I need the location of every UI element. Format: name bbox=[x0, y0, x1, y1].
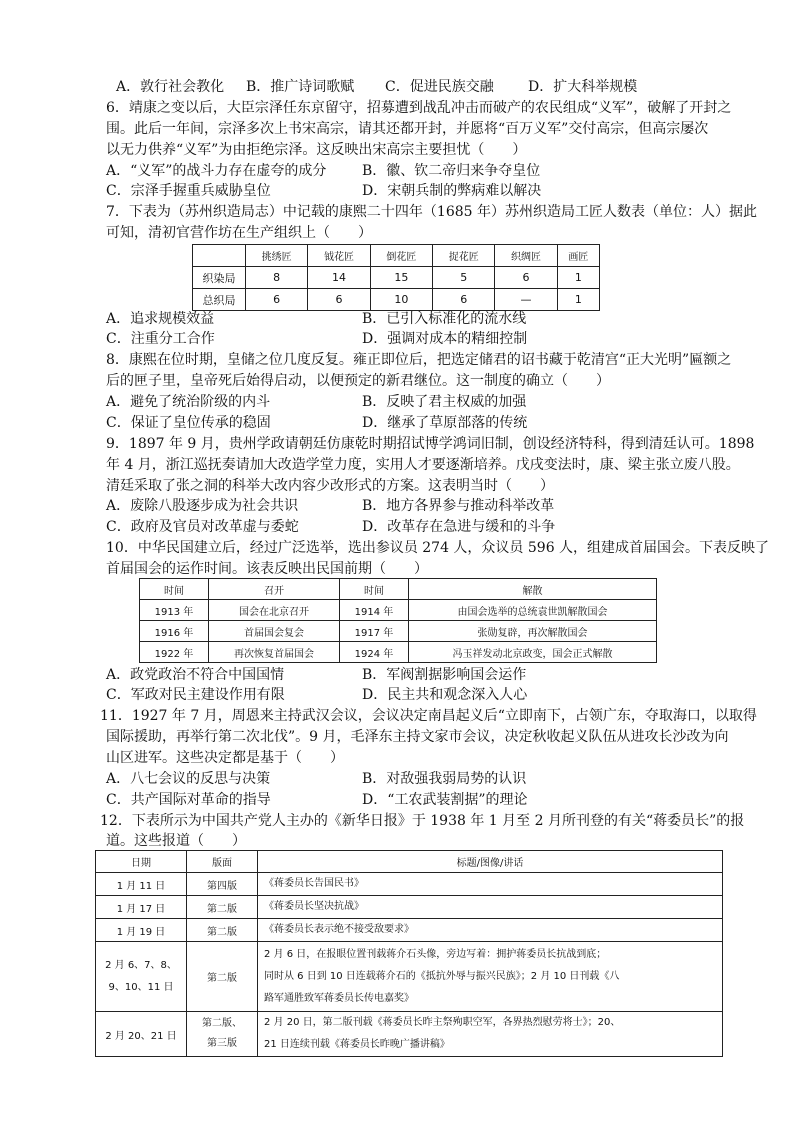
table-cell: 1 bbox=[557, 267, 599, 289]
q7-table bbox=[192, 244, 600, 311]
table-cell: 1917 年 bbox=[340, 621, 409, 642]
table-cell: 1 月 19 日 bbox=[96, 919, 187, 942]
q10-stem-line: 10．中华民国建立后，经过广泛选举，选出参议员 274 人，众议员 596 人，组建成首届国会。下表反映了 bbox=[106, 540, 770, 556]
cell-line: 2 月 6 日，在报眼位置刊载蒋介石头像，旁边写着：拥护蒋委员长抗战到底； bbox=[264, 948, 607, 960]
table-cell: 首届国会复会 bbox=[209, 621, 340, 642]
q8-stem-line: 后的匣子里，皇帝死后始得启动，以便预定的新君继位。这一制度的确立（ ） bbox=[106, 373, 610, 389]
q5-option-d: D．扩大科举规模 bbox=[528, 79, 638, 95]
table-cell: 5 bbox=[433, 267, 495, 289]
table-cell: 由国会选举的总统袁世凯解散国会 bbox=[409, 600, 657, 621]
q9-option-a: A．废除八股逐步成为社会共识 bbox=[106, 498, 299, 514]
q9-stem-line: 清廷采取了张之洞的科举大改内容少改形式的方案。这表明当时（ ） bbox=[106, 478, 554, 494]
q6-stem-line: 围。此后一年间，宗泽多次上书宋高宗，请其还都开封，并愿将“百万义军”交付高宗，但高宗屡次 bbox=[106, 121, 709, 137]
q6-option-d: D．宋朝兵制的弊病难以解决 bbox=[362, 183, 542, 199]
table-cell: 1922 年 bbox=[140, 642, 209, 663]
table-cell: 1914 年 bbox=[340, 600, 409, 621]
table-cell: 1 月 17 日 bbox=[96, 896, 187, 919]
q11-stem-line: 11．1927 年 7 月，周恩来主持武汉会议，会议决定南昌起义后“立即南下，占领广东，夺取海口，以取得 bbox=[100, 708, 757, 724]
q6-option-c: C．宗泽手握重兵威胁皇位 bbox=[106, 183, 271, 199]
table-row bbox=[96, 942, 723, 1012]
q9-stem-line: 9．1897 年 9 月，贵州学政请朝廷仿康乾时期招试博学鸿词旧制，创设经济特科，得到清廷认可。1898 bbox=[106, 436, 755, 452]
table-cell: 《蒋委员长坚决抗战》 bbox=[258, 896, 723, 919]
table-header-cell: 时间 bbox=[140, 579, 209, 600]
q10-table bbox=[139, 578, 657, 663]
q12-stem-line: 道。这些报道（ ） bbox=[106, 833, 246, 849]
table-header-cell: 画匠 bbox=[557, 245, 599, 267]
table-row bbox=[140, 600, 657, 621]
table-cell: 第二版 bbox=[187, 896, 258, 919]
table-row bbox=[140, 621, 657, 642]
table-row bbox=[96, 1012, 723, 1057]
q6-stem-line: 6．靖康之变以后，大臣宗泽任东京留守，招募遭到战乱冲击而破产的农民组成“义军”，破解了开封之 bbox=[106, 100, 732, 116]
table-cell: 6 bbox=[433, 289, 495, 311]
table-header-cell: 挑绣匠 bbox=[246, 245, 308, 267]
q12-table bbox=[95, 850, 723, 1057]
q8-option-a: A．避免了统治阶级的内斗 bbox=[106, 394, 271, 410]
table-cell: 国会在北京召开 bbox=[209, 600, 340, 621]
table-cell: 15 bbox=[370, 267, 432, 289]
q10-stem-line: 首届国会的运作时间。该表反映出民国前期（ ） bbox=[106, 561, 428, 577]
q10-option-d: D．民主共和观念深入人心 bbox=[362, 687, 528, 703]
q7-option-a: A．追求规模效益 bbox=[106, 311, 215, 327]
table-cell: 再次恢复首届国会 bbox=[209, 642, 340, 663]
table-cell: 冯玉祥发动北京政变，国会正式解散 bbox=[409, 642, 657, 663]
cell-line: 第二版、 bbox=[202, 1018, 242, 1029]
table-header-row bbox=[140, 579, 657, 600]
q5-option-c: C．促进民族交融 bbox=[385, 79, 494, 95]
table-cell: — bbox=[495, 289, 557, 311]
table-header-cell: 标题/图像/讲话 bbox=[258, 851, 723, 873]
table-header-row bbox=[96, 851, 723, 873]
q8-option-b: B．反映了君主权威的加强 bbox=[362, 394, 527, 410]
table-row bbox=[193, 289, 600, 311]
table-cell bbox=[187, 1012, 258, 1057]
table-row bbox=[193, 267, 600, 289]
q10-option-b: B．军阀割据影响国会运作 bbox=[362, 667, 527, 683]
q10-option-c: C．军政对民主建设作用有限 bbox=[106, 687, 285, 703]
q5-option-b: B．推广诗词歌赋 bbox=[246, 79, 355, 95]
table-cell: 10 bbox=[370, 289, 432, 311]
table-cell: 张勋复辟，再次解散国会 bbox=[409, 621, 657, 642]
table-header-cell: 解散 bbox=[409, 579, 657, 600]
table-cell: 6 bbox=[246, 289, 308, 311]
q11-stem-line: 国际援助，再举行第二次北伐”。9 月，毛泽东主持文家市会议，决定秋收起义队伍从进攻长沙改为向 bbox=[106, 729, 729, 745]
q12-stem-line: 12．下表所示为中国共产党人主办的《新华日报》于 1938 年 1 月至 2 月所刊登的有关“蒋委员长”的报 bbox=[100, 813, 745, 829]
table-cell: 第二版 bbox=[187, 919, 258, 942]
table-row bbox=[140, 642, 657, 663]
q6-option-a: A．“义军”的战斗力存在虚夸的成分 bbox=[106, 163, 327, 179]
table-cell: 《蒋委员长告国民书》 bbox=[258, 873, 723, 896]
table-cell: 1913 年 bbox=[140, 600, 209, 621]
table-header-cell: 日期 bbox=[96, 851, 187, 873]
q6-option-b: B．徽、钦二帝归来争夺皇位 bbox=[362, 163, 541, 179]
table-header-cell: 织绸匠 bbox=[495, 245, 557, 267]
table-row bbox=[96, 919, 723, 942]
q7-option-d: D．强调对成本的精细控制 bbox=[362, 331, 528, 347]
q7-stem-line: 7．下表为（苏州织造局志）中记载的康熙二十四年（1685 年）苏州织造局工匠人数表（单位：人）据此 bbox=[106, 204, 757, 220]
cell-line: 同时从 6 日到 10 日连载蒋介石的《抵抗外辱与振兴民族》；2 月 10 日刊载《八 bbox=[264, 970, 620, 982]
table-row bbox=[96, 896, 723, 919]
table-header-cell: 召开 bbox=[209, 579, 340, 600]
cell-line: 21 日连续刊载《蒋委员长昨晚广播讲稿》 bbox=[264, 1039, 450, 1050]
table-cell bbox=[96, 942, 187, 1012]
table-row bbox=[96, 873, 723, 896]
table-cell: 6 bbox=[495, 267, 557, 289]
q10-option-a: A．政党政治不符合中国国情 bbox=[106, 667, 285, 683]
table-cell bbox=[258, 942, 723, 1012]
q7-stem-line: 可知，清初官营作坊在生产组织上（ ） bbox=[106, 225, 372, 241]
q8-option-c: C．保证了皇位传承的稳固 bbox=[106, 415, 271, 431]
table-header-cell: 时间 bbox=[340, 579, 409, 600]
cell-line: 2 月 20 日，第二版刊载《蒋委员长昨主祭殉职空军，各界热烈慰劳将士》；20、 bbox=[264, 1017, 621, 1028]
table-cell: 1 月 11 日 bbox=[96, 873, 187, 896]
table-cell: 第二版 bbox=[187, 942, 258, 1012]
q5-option-a: A．敦行社会教化 bbox=[116, 79, 225, 95]
table-cell: 2 月 20、21 日 bbox=[96, 1012, 187, 1057]
table-cell: 1916 年 bbox=[140, 621, 209, 642]
q7-option-b: B．已引入标准化的流水线 bbox=[362, 311, 527, 327]
q11-option-a: A．八七会议的反思与决策 bbox=[106, 771, 271, 787]
table-cell: 14 bbox=[308, 267, 370, 289]
table-cell: 1 bbox=[557, 289, 599, 311]
q9-stem-line: 年 4 月，浙江巡抚奏请加大改造学堂力度，实用人才要逐渐培养。戊戌变法时，康、梁主张立废八股。 bbox=[106, 457, 740, 473]
q8-option-d: D．继承了草原部落的传统 bbox=[362, 415, 528, 431]
q8-stem-line: 8．康熙在位时期，皇储之位几度反复。雍正即位后，把选定储君的诏书藏于乾清宫“正大光明”匾额之 bbox=[106, 352, 732, 368]
q7-option-c: C．注重分工合作 bbox=[106, 331, 215, 347]
q11-option-c: C．共产国际对革命的指导 bbox=[106, 792, 271, 808]
table-header-cell: 版面 bbox=[187, 851, 258, 873]
q9-option-b: B．地方各界参与推动科举改革 bbox=[362, 498, 555, 514]
cell-line: 路军通胜致军蒋委员长传电嘉奖》 bbox=[264, 992, 414, 1004]
cell-line: 第三版 bbox=[207, 1038, 237, 1049]
q11-stem-line: 山区进军。这些决定都是基于（ ） bbox=[106, 750, 344, 766]
table-cell: 8 bbox=[246, 267, 308, 289]
table-cell: 《蒋委员长表示绝不接受敌要求》 bbox=[258, 919, 723, 942]
q6-stem-line: 以无力供养“义军”为由拒绝宗泽。这反映出宋高宗主要担忧（ ） bbox=[106, 142, 527, 158]
table-header-cell bbox=[193, 245, 246, 267]
table-header-cell: 倒花匠 bbox=[370, 245, 432, 267]
q11-option-d: D．“工农武装割据”的理论 bbox=[362, 792, 528, 808]
q9-option-c: C．政府及官员对改革虚与委蛇 bbox=[106, 519, 299, 535]
table-cell: 第四版 bbox=[187, 873, 258, 896]
table-cell: 1924 年 bbox=[340, 642, 409, 663]
cell-line: 9、10、11 日 bbox=[108, 981, 174, 993]
table-cell bbox=[258, 1012, 723, 1057]
table-cell: 总织局 bbox=[193, 289, 246, 311]
cell-line: 2 月 6、7、8、 bbox=[105, 959, 177, 971]
table-header-row bbox=[193, 245, 600, 267]
table-header-cell: 钺花匠 bbox=[308, 245, 370, 267]
table-header-cell: 捉花匠 bbox=[433, 245, 495, 267]
q11-option-b: B．对敌强我弱局势的认识 bbox=[362, 771, 527, 787]
table-cell: 织染局 bbox=[193, 267, 246, 289]
table-cell: 6 bbox=[308, 289, 370, 311]
q9-option-d: D．改革存在急进与缓和的斗争 bbox=[362, 519, 556, 535]
